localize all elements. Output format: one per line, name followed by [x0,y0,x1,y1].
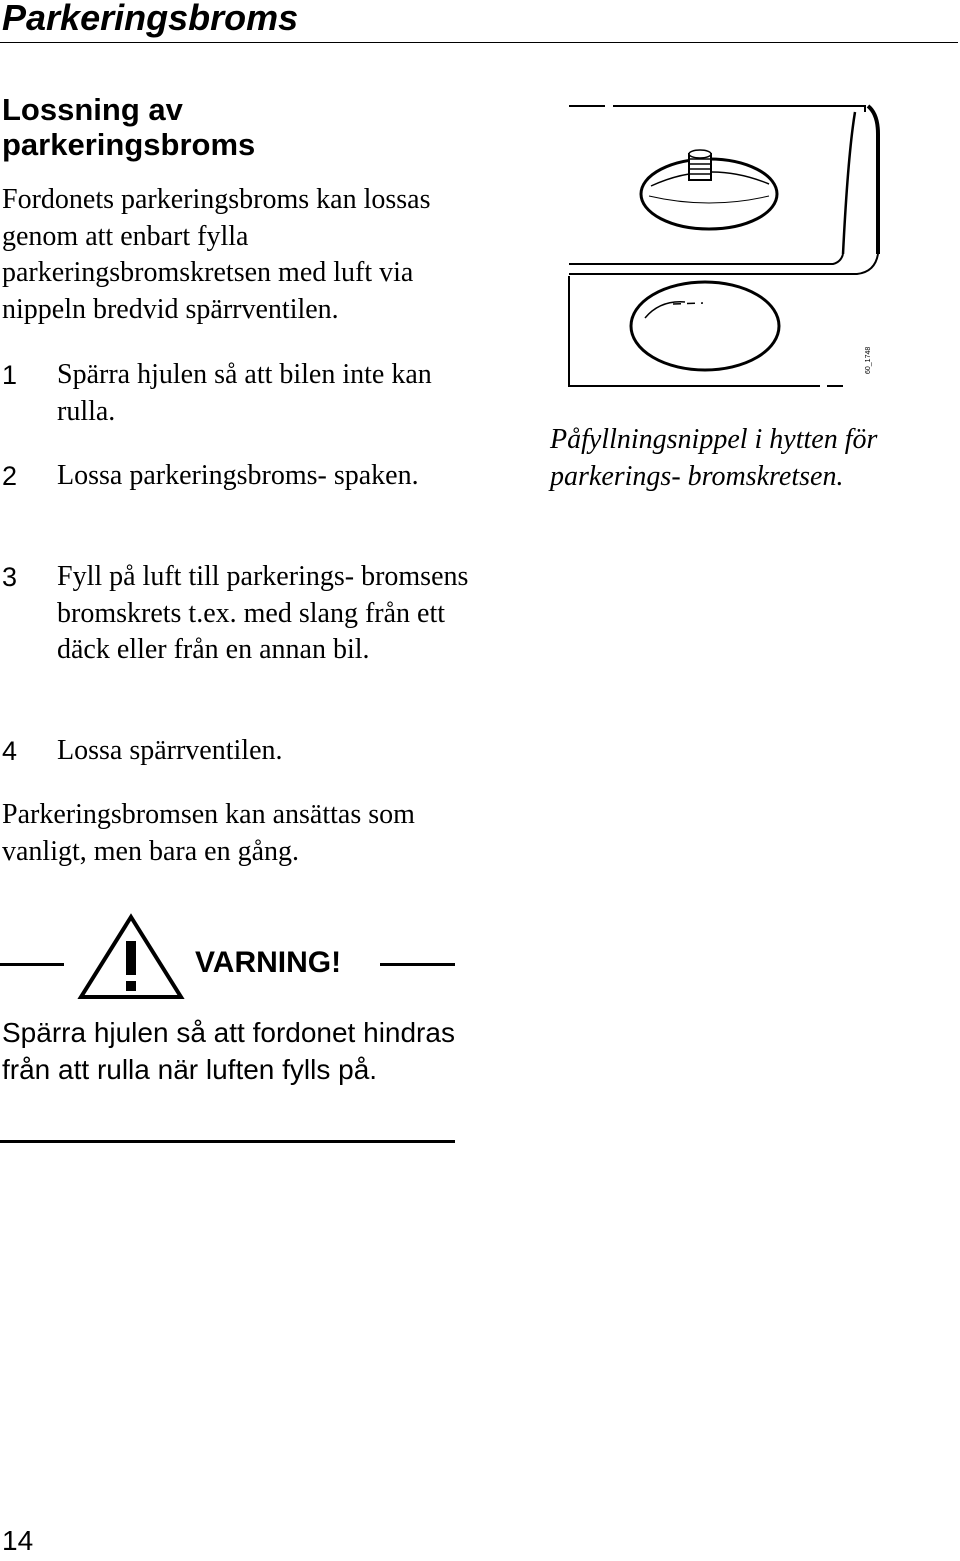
step-4 [0,733,470,770]
step-number: 3 [2,562,18,592]
warning-text: Spärra hjulen så att fordonet hindras från att rulla när luften fylls på. [2,1017,455,1085]
step-number: 4 [2,736,18,766]
warning-heading: VARNING! [195,946,342,979]
step-text: Spärra hjulen så att bilen inte kan rulla. [57,359,432,427]
step-2 [0,458,470,495]
warning-bottom-rule [0,1140,455,1143]
page-title: Parkeringsbroms [2,0,299,38]
warning-rule-right [380,963,455,966]
step-text: Lossa parkeringsbroms- spaken. [57,460,419,491]
filling-nipple-illustration [565,104,883,392]
page-number: 14 [2,1525,34,1556]
step-number: 2 [2,461,18,491]
warning-triangle-icon [77,913,185,1001]
step-number: 1 [2,360,18,390]
step-text: Fyll på luft till parkerings- bromsens bromskrets t.ex. med slang från ett däck eller från en annan bil. [57,561,469,665]
title-divider [0,42,958,43]
warning-rule-left [0,963,64,966]
intro-paragraph: Fordonets parkeringsbroms kan lossas genom att enbart fylla parkeringsbromskretsen med luft via nippeln bredvid spärrventilen. [2,184,431,325]
figure-caption: Påfyllningsnippel i hytten för parkerings- bromskretsen. [550,424,878,492]
section-heading: Lossning av parkeringsbroms [2,92,256,162]
step-text: Lossa spärrventilen. [57,735,283,766]
outro-paragraph: Parkeringsbromsen kan ansättas som vanligt, men bara en gång. [2,799,415,867]
step-1 [0,357,470,430]
step-3 [0,559,470,669]
figure-code: 60_1748 [865,346,872,374]
